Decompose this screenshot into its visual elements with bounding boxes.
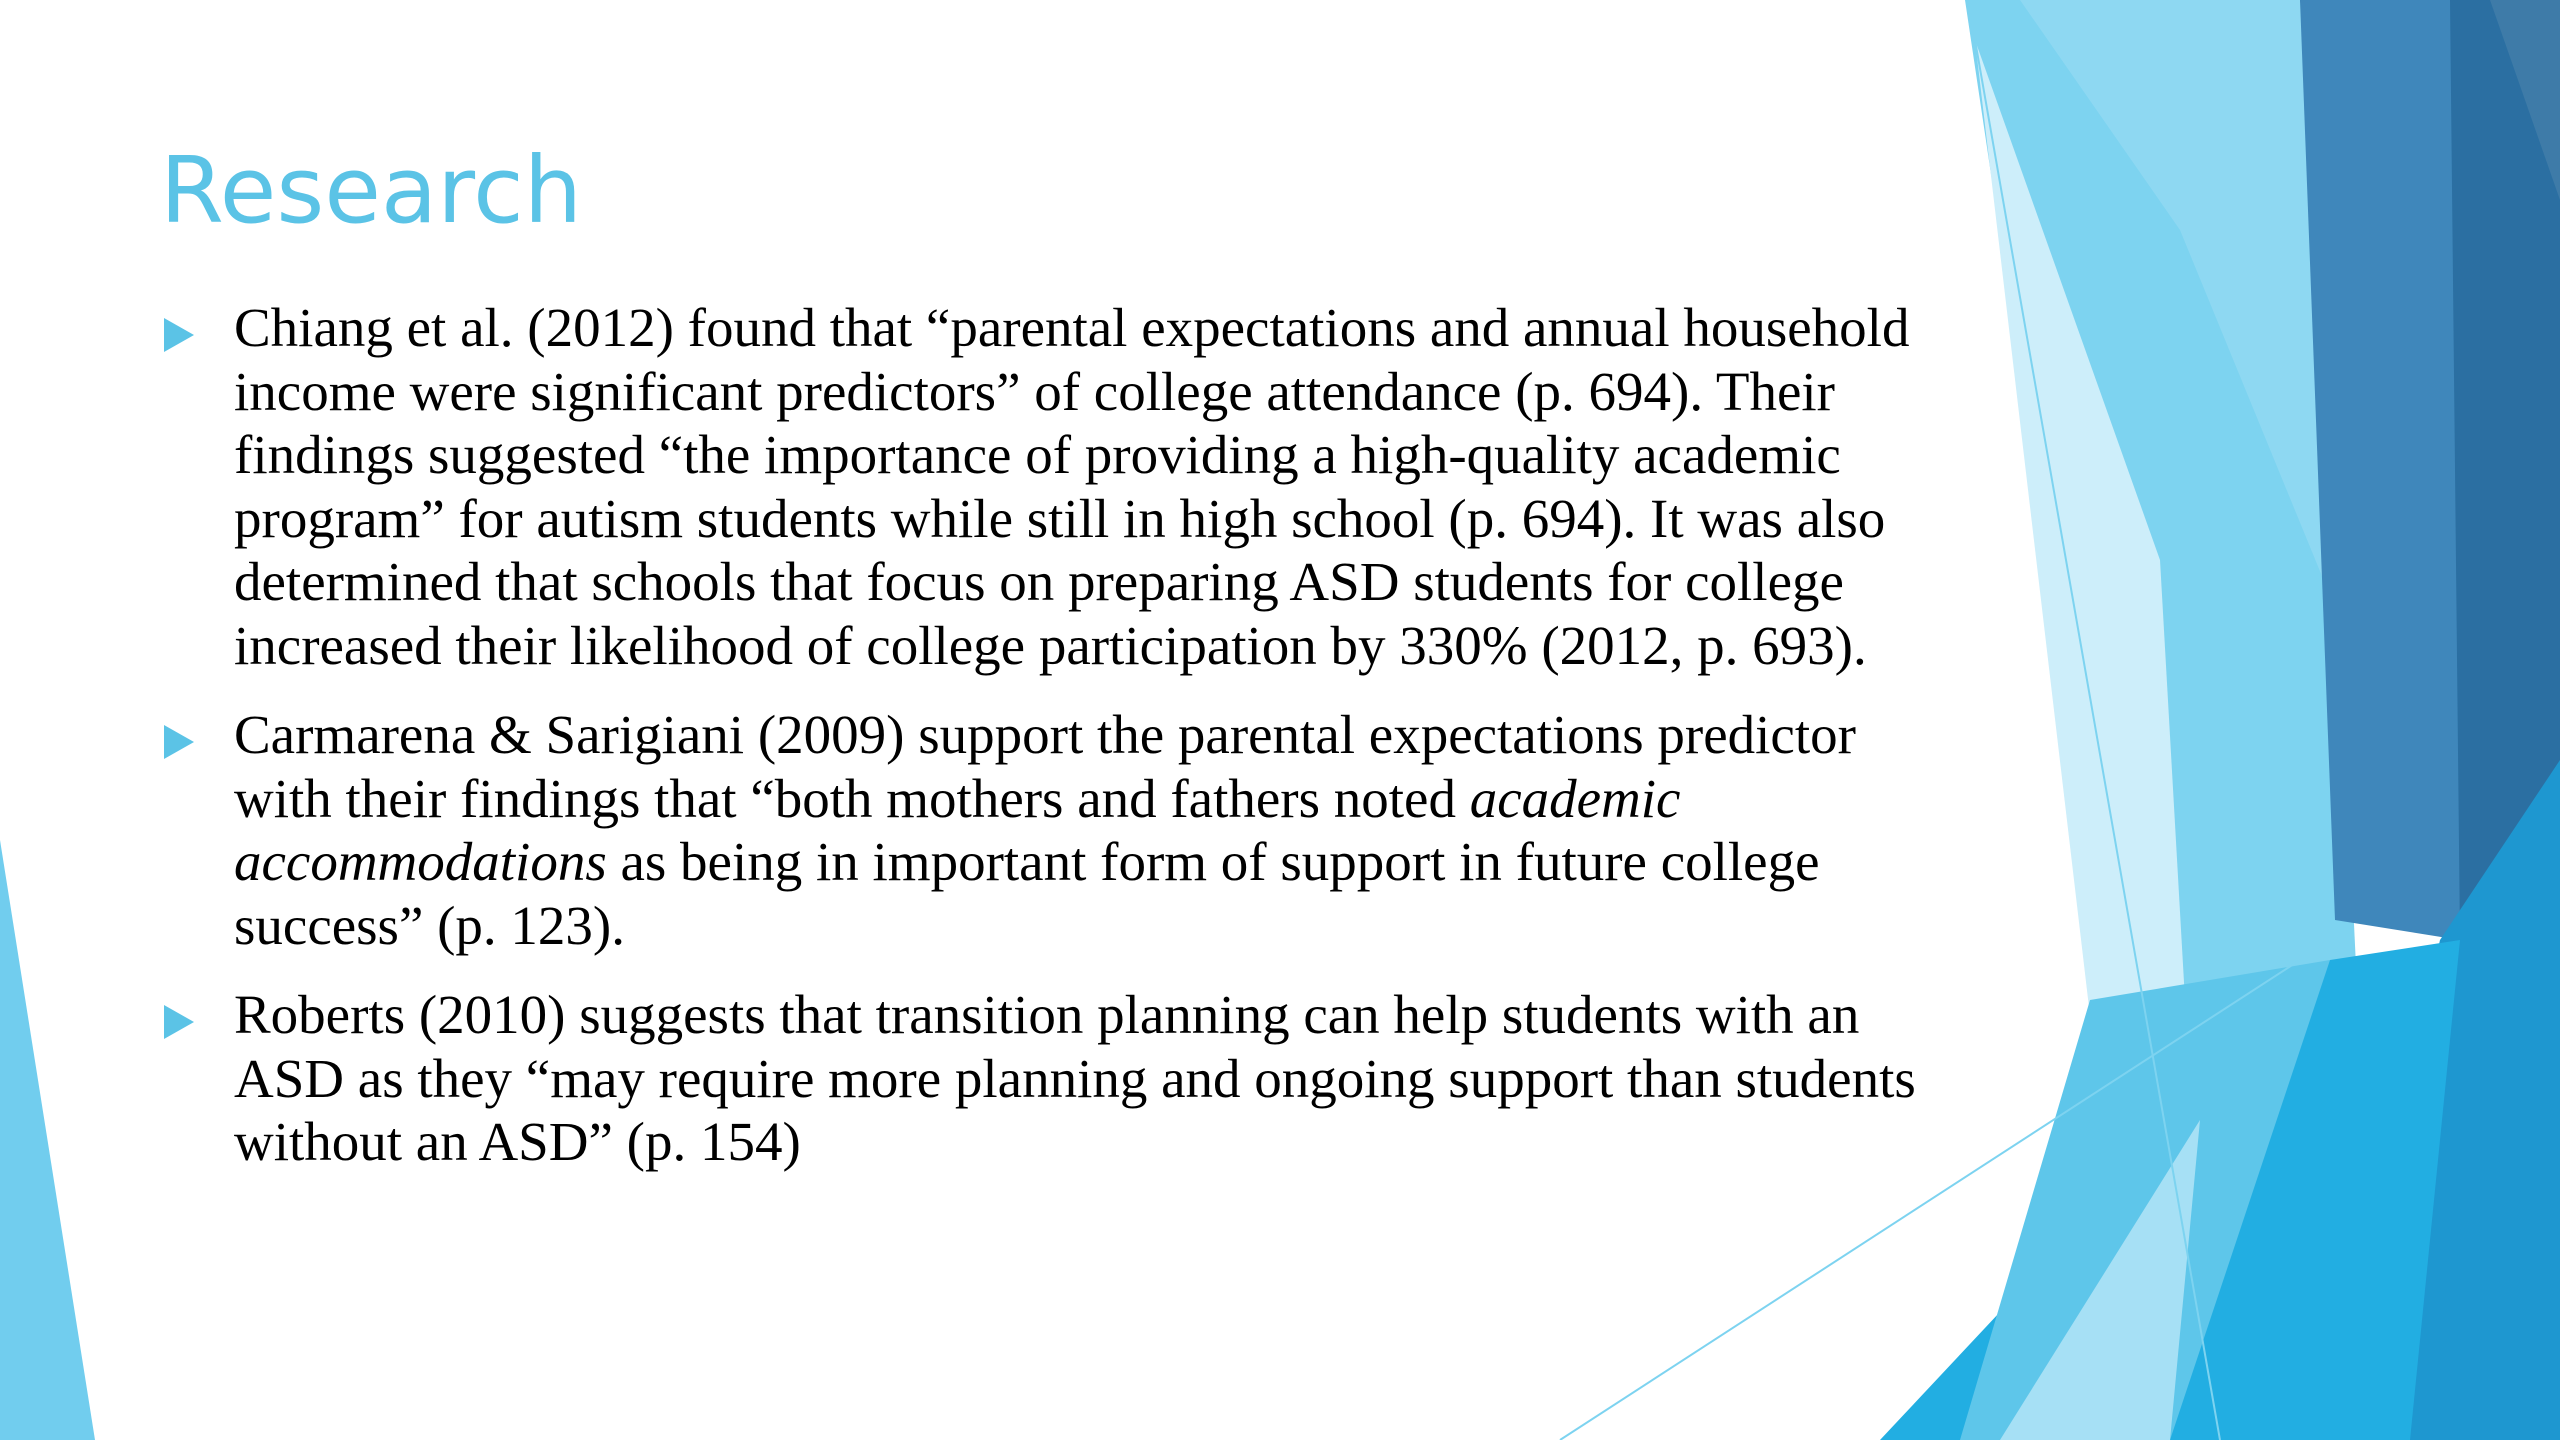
bullet-list — [160, 296, 1950, 1200]
arrow-bullet-icon — [164, 318, 194, 352]
bullet-text-before: Carmarena & Sarigiani (2009) support the parental expectations predictor with their findings that “both mothers and fathers noted — [234, 704, 1856, 829]
arrow-bullet-icon — [164, 725, 194, 759]
bullet-text-italic: academic accommodations — [234, 767, 1681, 892]
bullet-item — [160, 983, 1950, 1174]
bullet-item — [160, 296, 1950, 677]
bullet-item — [160, 703, 1950, 957]
bullet-text — [234, 703, 1950, 957]
slide-title: Research — [160, 137, 582, 244]
arrow-bullet-icon — [164, 1005, 194, 1039]
left-edge-facet — [0, 840, 95, 1440]
bullet-text: Roberts (2010) suggests that transition planning can help students with an ASD as they “may require more planning and ongoing support than students without an ASD” (p. 154) — [234, 984, 1916, 1172]
bullet-text-after: as being in important form of support in future college success” (p. 123). — [234, 831, 1820, 956]
bullet-text: Chiang et al. (2012) found that “parental expectations and annual household income were significant predictors” of college attendance (p. 694). Their findings suggested “the importance of providing a high-quality academic program” for autism students while still in high school (p. 694). It was also determined that schools that focus on preparing ASD students for college increased their likelihood of college participation by 330% (2012, p. 693). — [234, 297, 1910, 676]
